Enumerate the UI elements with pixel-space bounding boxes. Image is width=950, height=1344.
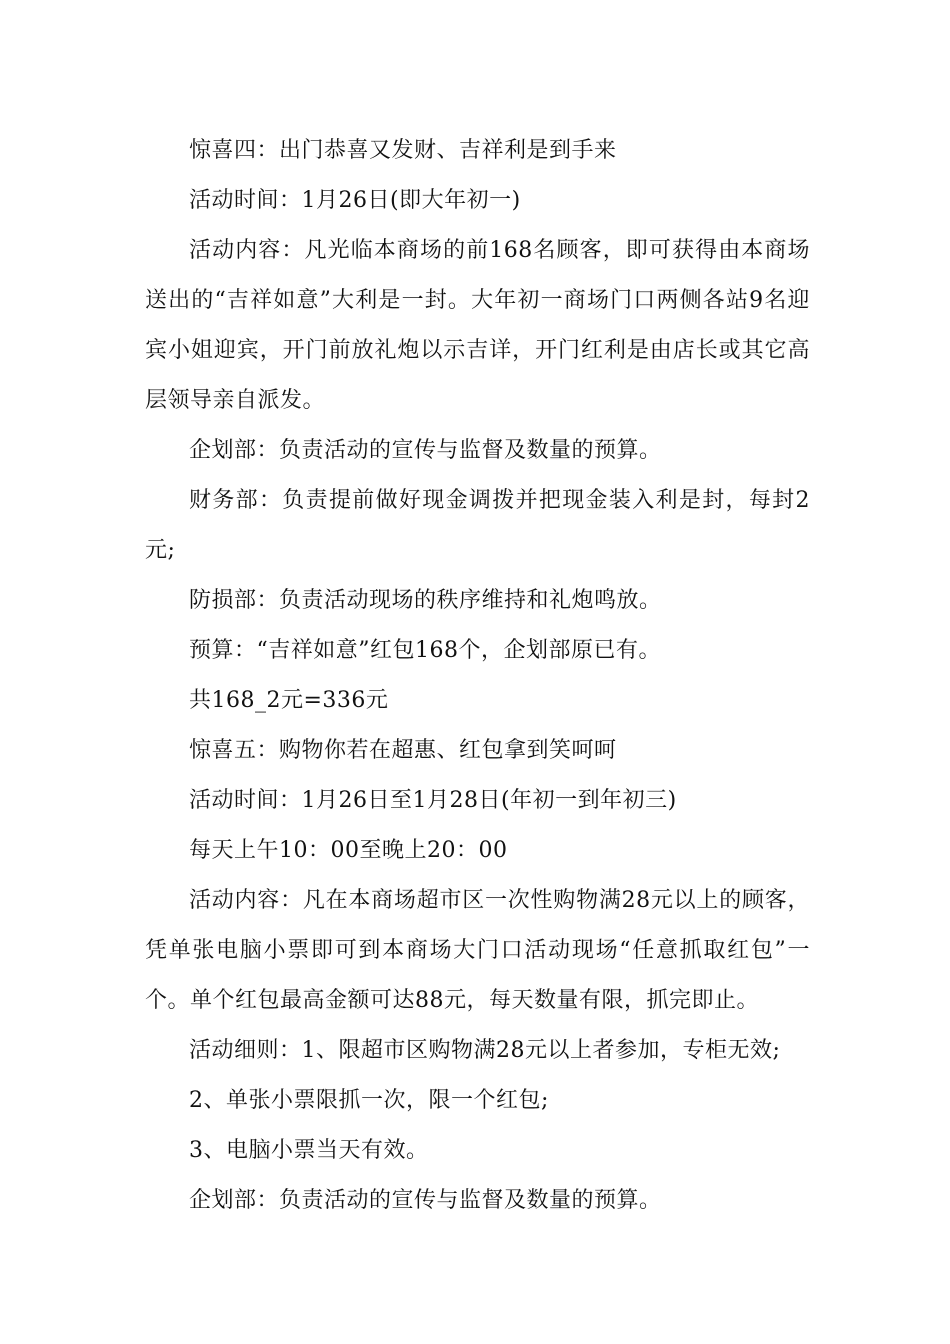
paragraph-activity-rules: 活动细则：1、限超市区购物满28元以上者参加，专柜无效; bbox=[189, 1038, 781, 1063]
paragraph-loss-prevention-dept: 防损部：负责活动现场的秩序维持和礼炮鸣放。 bbox=[189, 588, 662, 613]
heading-surprise-five: 惊喜五：购物你若在超惠、红包拿到笑呵呵 bbox=[189, 738, 617, 763]
paragraph-activity-time-2: 活动时间：1月26日至1月28日(年初一到年初三) bbox=[189, 788, 677, 813]
paragraph-rule-3: 3、电脑小票当天有效。 bbox=[189, 1138, 429, 1163]
paragraph-daily-hours: 每天上午10：00至晚上20：00 bbox=[189, 838, 508, 863]
paragraph-planning-dept-2: 企划部：负责活动的宣传与监督及数量的预算。 bbox=[189, 1188, 662, 1213]
paragraph-finance-dept: 财务部：负责提前做好现金调拨并把现金装入利是封，每封2元; bbox=[145, 488, 810, 563]
paragraph-activity-content-2: 活动内容：凡在本商场超市区一次性购物满28元以上的顾客，凭单张电脑小票即可到本商场大门口活动现场“任意抓取红包”一个。单个红包最高金额可达88元，每天数量有限，抓完即止。 bbox=[145, 888, 810, 1013]
paragraph-budget-total: 共168_2元=336元 bbox=[189, 688, 389, 713]
heading-surprise-four: 惊喜四：出门恭喜又发财、吉祥利是到手来 bbox=[189, 138, 617, 163]
paragraph-planning-dept: 企划部：负责活动的宣传与监督及数量的预算。 bbox=[189, 438, 662, 463]
paragraph-activity-time: 活动时间：1月26日(即大年初一) bbox=[189, 188, 521, 213]
paragraph-budget: 预算：“吉祥如意”红包168个，企划部原已有。 bbox=[189, 638, 661, 663]
document-body bbox=[145, 126, 810, 1226]
paragraph-activity-content: 活动内容：凡光临本商场的前168名顾客，即可获得由本商场送出的“吉祥如意”大利是一封。大年初一商场门口两侧各站9名迎宾小姐迎宾，开门前放礼炮以示吉详，开门红利是由店长或其它高层领导亲自派发。 bbox=[145, 238, 810, 413]
paragraph-rule-2: 2、单张小票限抓一次，限一个红包; bbox=[189, 1088, 549, 1113]
